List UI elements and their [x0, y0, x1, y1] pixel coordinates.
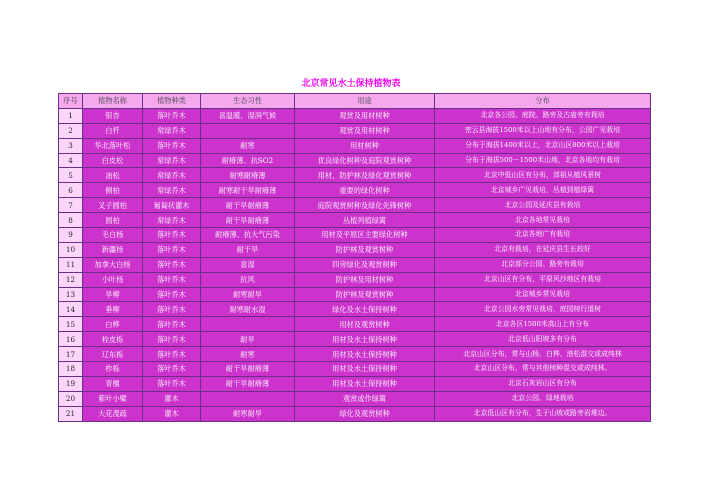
cell-plant-name: 垂柳 [83, 302, 143, 317]
table-row [59, 198, 651, 213]
cell-usage: 用材及水土保持树种 [295, 362, 435, 377]
table-row [59, 317, 651, 332]
cell-plant-type: 落叶乔木 [143, 108, 201, 123]
cell-plant-type: 落叶乔木 [143, 287, 201, 302]
cell-plant-name: 大花溲疏 [83, 406, 143, 421]
cell-plant-type: 落叶乔木 [143, 302, 201, 317]
header-distribution: 分布 [435, 94, 651, 109]
table-row [59, 257, 651, 272]
cell-plant-name: 旱柳 [83, 287, 143, 302]
cell-plant-type: 落叶乔木 [143, 138, 201, 153]
cell-plant-type: 落叶乔木 [143, 362, 201, 377]
cell-distribution: 北京城乡常见栽培 [435, 287, 651, 302]
cell-number: 15 [59, 317, 83, 332]
cell-distribution: 北京各地广有栽培 [435, 228, 651, 243]
table-row [59, 183, 651, 198]
cell-ecology: 耐旱 [201, 332, 295, 347]
cell-ecology: 耐寒 [201, 138, 295, 153]
cell-plant-type: 落叶乔木 [143, 228, 201, 243]
table-row [59, 228, 651, 243]
cell-plant-name: 白皮松 [83, 153, 143, 168]
cell-number: 3 [59, 138, 83, 153]
cell-ecology: 耐寒耐旱 [201, 287, 295, 302]
cell-usage: 观赏或作绿篱 [295, 391, 435, 406]
cell-plant-type: 落叶乔木 [143, 257, 201, 272]
cell-usage: 绿化及观赏树种 [295, 406, 435, 421]
table-row [59, 108, 651, 123]
cell-plant-name: 毛白杨 [83, 228, 143, 243]
cell-ecology: 耐寒 [201, 347, 295, 362]
cell-usage: 重要的绿化树种 [295, 183, 435, 198]
cell-usage: 防护林及观赏树种 [295, 287, 435, 302]
table-row [59, 287, 651, 302]
cell-ecology: 喜湿 [201, 257, 295, 272]
cell-plant-name: 新疆杨 [83, 242, 143, 257]
cell-plant-name: 银杏 [83, 108, 143, 123]
cell-distribution: 分布于海拔1400米以上，北京山区800米以上栽培 [435, 138, 651, 153]
cell-ecology: 耐干旱耐瘠薄 [201, 376, 295, 391]
table-row [59, 362, 651, 377]
cell-distribution: 北京中低山区有分布，郊祖从植风景树 [435, 168, 651, 183]
cell-number: 8 [59, 213, 83, 228]
cell-ecology: 耐寒耐干旱耐瘠薄 [201, 183, 295, 198]
cell-plant-name: 柞栎 [83, 362, 143, 377]
cell-usage: 观赏及用材树种 [295, 108, 435, 123]
table-row [59, 376, 651, 391]
cell-number: 18 [59, 362, 83, 377]
table-header-row [59, 94, 651, 109]
cell-plant-name: 叉子圆柏 [83, 198, 143, 213]
cell-plant-type: 常绿乔木 [143, 213, 201, 228]
cell-number: 13 [59, 287, 83, 302]
cell-plant-name: 白桦 [83, 317, 143, 332]
table-row [59, 272, 651, 287]
table-row [59, 406, 651, 421]
cell-usage: 防护林及观赏树种 [295, 242, 435, 257]
cell-number: 20 [59, 391, 83, 406]
cell-usage: 用材及水土保持树种 [295, 347, 435, 362]
cell-plant-type: 落叶乔木 [143, 376, 201, 391]
cell-plant-type: 灌木 [143, 406, 201, 421]
cell-usage: 用材及水土保持树种 [295, 376, 435, 391]
cell-number: 10 [59, 242, 83, 257]
cell-plant-type: 落叶乔木 [143, 242, 201, 257]
cell-number: 21 [59, 406, 83, 421]
cell-number: 12 [59, 272, 83, 287]
cell-distribution: 密云县海拔1500米以上山地有分布，公园广见栽培 [435, 123, 651, 138]
cell-number: 1 [59, 108, 83, 123]
cell-plant-name: 华北落叶松 [83, 138, 143, 153]
cell-plant-name: 加拿大白杨 [83, 257, 143, 272]
cell-usage: 用材及平原区主要绿化树种 [295, 228, 435, 243]
cell-plant-type: 常绿乔木 [143, 123, 201, 138]
cell-distribution: 北京公园及延庆县有栽培 [435, 198, 651, 213]
plant-table [58, 93, 651, 422]
cell-plant-name: 白杄 [83, 123, 143, 138]
cell-plant-name: 栓皮栎 [83, 332, 143, 347]
cell-number: 19 [59, 376, 83, 391]
cell-usage: 观赏及用材树种 [295, 123, 435, 138]
cell-distribution: 北京山区分布，常与其他树种混交或成纯林。 [435, 362, 651, 377]
table-row [59, 302, 651, 317]
cell-ecology: 耐寒耐水湿 [201, 302, 295, 317]
cell-number: 2 [59, 123, 83, 138]
cell-plant-type: 落叶乔木 [143, 332, 201, 347]
table-row [59, 347, 651, 362]
cell-number: 9 [59, 228, 83, 243]
cell-number: 6 [59, 183, 83, 198]
cell-ecology: 喜温暖、湿润气候 [201, 108, 295, 123]
cell-distribution: 北京城乡广见栽培，丛植到植绿篱 [435, 183, 651, 198]
cell-distribution: 北京有栽培，在延庆县生长较好 [435, 242, 651, 257]
cell-ecology [201, 391, 295, 406]
cell-usage: 用材及水土保持树种 [295, 332, 435, 347]
table-row [59, 213, 651, 228]
cell-plant-type: 灌木 [143, 391, 201, 406]
cell-distribution: 北京低山区有分布，生于山坡或路旁岩堆边。 [435, 406, 651, 421]
table-row [59, 391, 651, 406]
cell-plant-name: 圆柏 [83, 213, 143, 228]
cell-plant-name: 辽东栎 [83, 347, 143, 362]
cell-plant-name: 小叶杨 [83, 272, 143, 287]
cell-plant-name: 紫叶小檗 [83, 391, 143, 406]
table-body [59, 108, 651, 421]
document-title: 北京常见水土保持植物表 [301, 79, 401, 89]
cell-number: 16 [59, 332, 83, 347]
table-row [59, 242, 651, 257]
table-row [59, 168, 651, 183]
cell-usage: 庭院观赏树种及绿化先锋树种 [295, 198, 435, 213]
cell-plant-name: 青檀 [83, 376, 143, 391]
cell-usage: 用材树种 [295, 138, 435, 153]
table-row [59, 332, 651, 347]
table-row [59, 153, 651, 168]
cell-ecology: 耐瘠薄、抗大气污染 [201, 228, 295, 243]
cell-plant-type: 落叶乔木 [143, 347, 201, 362]
cell-usage: 绿化及水土保持树种 [295, 302, 435, 317]
cell-number: 17 [59, 347, 83, 362]
header-usage: 用途 [295, 94, 435, 109]
cell-ecology: 耐瘠薄、抗SO2 [201, 153, 295, 168]
cell-usage: 用材、防护林及绿化观赏树种 [295, 168, 435, 183]
cell-ecology: 耐干旱耐瘠薄 [201, 198, 295, 213]
table-row [59, 138, 651, 153]
cell-ecology [201, 317, 295, 332]
cell-distribution: 北京各地常见栽培 [435, 213, 651, 228]
cell-usage: 优良绿化树种及庭院观赏树种 [295, 153, 435, 168]
cell-number: 7 [59, 198, 83, 213]
cell-usage: 丛植列植绿篱 [295, 213, 435, 228]
cell-ecology: 耐干旱耐瘠薄 [201, 362, 295, 377]
cell-distribution: 北京低山阳坡多有分布 [435, 332, 651, 347]
cell-distribution: 北京各公园、庭院、路旁及古庙旁有栽培 [435, 108, 651, 123]
cell-distribution: 北京公园水旁常见栽培，庭园树行道树 [435, 302, 651, 317]
cell-distribution: 北京部分公园、路旁有栽培 [435, 257, 651, 272]
header-plant-type: 植物种类 [143, 94, 201, 109]
cell-ecology [201, 123, 295, 138]
cell-ecology: 抗风 [201, 272, 295, 287]
cell-number: 14 [59, 302, 83, 317]
cell-plant-type: 匍匐状灌木 [143, 198, 201, 213]
cell-number: 5 [59, 168, 83, 183]
cell-plant-name: 油松 [83, 168, 143, 183]
header-number: 序号 [59, 94, 83, 109]
cell-plant-type: 常绿乔木 [143, 183, 201, 198]
cell-ecology: 耐寒耐旱 [201, 406, 295, 421]
cell-ecology: 耐干旱耐瘠薄 [201, 213, 295, 228]
header-ecology: 生态习性 [201, 94, 295, 109]
cell-distribution: 北京山区有分布，平原风沙地区有栽培 [435, 272, 651, 287]
table-row [59, 123, 651, 138]
cell-usage: 用材及观赏树种 [295, 317, 435, 332]
cell-ecology: 耐寒耐瘠薄 [201, 168, 295, 183]
cell-distribution: 北京石灰岩山区有分布 [435, 376, 651, 391]
cell-number: 4 [59, 153, 83, 168]
cell-usage: 四旁绿化及观赏树种 [295, 257, 435, 272]
cell-plant-type: 常绿乔木 [143, 153, 201, 168]
cell-plant-type: 落叶乔木 [143, 317, 201, 332]
cell-plant-type: 落叶乔木 [143, 272, 201, 287]
cell-distribution: 北京各区1500米高山上有分布 [435, 317, 651, 332]
cell-distribution: 分布于海拔500－1500米山地，北京各地均有栽培 [435, 153, 651, 168]
cell-plant-type: 常绿乔木 [143, 168, 201, 183]
cell-distribution: 北京公园、绿地栽培 [435, 391, 651, 406]
cell-ecology: 耐干旱 [201, 242, 295, 257]
header-plant-name: 植物名称 [83, 94, 143, 109]
cell-distribution: 北京山区分布，常与山杨、白桦、油松混交或成纯林 [435, 347, 651, 362]
cell-usage: 防护林及用材树种 [295, 272, 435, 287]
cell-number: 11 [59, 257, 83, 272]
cell-plant-name: 侧柏 [83, 183, 143, 198]
